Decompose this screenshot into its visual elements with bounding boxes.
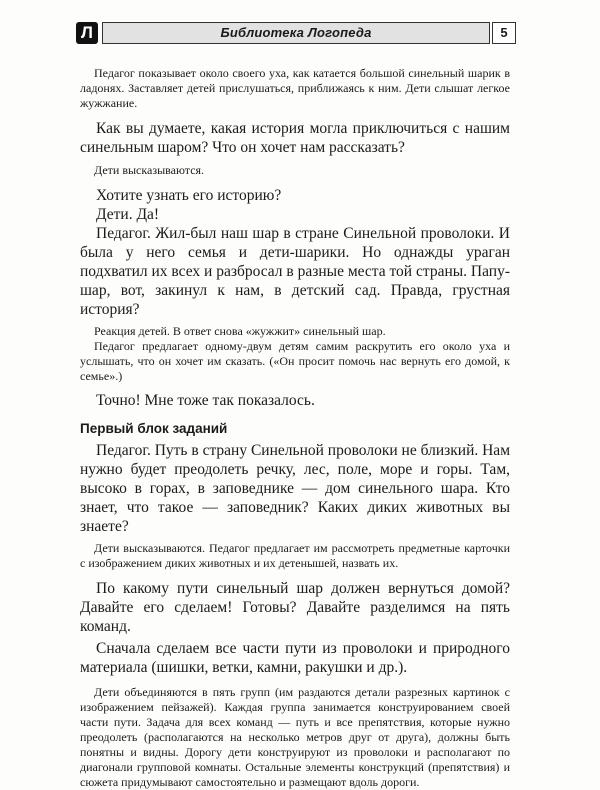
stage-direction-6: Дети объединяются в пять групп (им раздаются детали разрезных картинок с изображением пейзажей). Каждая группа занимается конструированием своей части пути. Задача для всех команд — путь и все препятствия, которые нужно преодолеть (располагаются на несколько метров друг от друга), должны быть понятны и видны. Дорогу дети конструируют из проволоки и располагают по диагонали групповой комнаты. Остальные элементы конструкций (препятствия) и сюжета придумывают самостоятельно и размещают вдоль дороги. [80,685,510,789]
section-heading: Первый блок заданий [80,421,228,436]
stage-direction-5: Дети высказываются. Педагог предлагает им рассмотреть предметные карточки с изображением диких животных и их детенышей, назвать их. [80,541,510,570]
dialogue-line-1: Хотите узнать его историю? [96,187,282,204]
page-number: 5 [492,22,516,44]
dialogue-line-2: Дети. Да! [96,206,160,223]
stage-direction-1: Педагог показывает около своего уха, как катается большой синельный шарик в ладонях. Заставляет детей прислушаться, приближаясь к ним. Дети слышат легкое жужжание. [80,66,510,110]
stage-direction-3: Реакция детей. В ответ снова «жужжит» синельный шар. [94,324,386,338]
dialogue-story: Педагог. Жил-был наш шар в стране Синельной проволоки. И была у него семья и дети-шарики. Но однажды ураган подхватил их всех и разбросал в разные места той страны. Папу-шар, вот, закинул к нам, в детский сад. Правда, грустная история? [80,225,510,318]
dialogue-instruction: Сначала сделаем все части пути из проволоки и природного материала (шишки, ветки, камни, ракушки и др.). [80,640,510,676]
library-logo: Л [76,22,98,44]
dialogue-line-3: Точно! Мне тоже так показалось. [96,392,315,409]
stage-direction-4: Педагог предлагает одному-двум детям самим раскрутить его около уха и услышать, что он хочет им сказать. («Он просит помочь нас вернуть его домой, к семье».) [80,339,510,383]
dialogue-path: Педагог. Путь в страну Синельной проволоки не близкий. Нам нужно будет преодолеть речку, лес, поле, море и горы. Там, высоко в горах, в заповеднике — дом синельного шара. Кто знает, что такое — заповедник? Каких диких животных вы знаете? [80,442,510,535]
dialogue-question-1: Как вы думаете, какая история могла приключиться с нашим синельным шаром? Что он хочет нам рассказать? [80,120,510,156]
page-content [80,66,510,790]
dialogue-question-2: По какому пути синельный шар должен вернуться домой? Давайте его сделаем! Готовы? Давайте разделимся на пять команд. [80,580,510,635]
header-title: Библиотека Логопеда [102,22,490,44]
page-header [76,22,516,46]
stage-direction-2: Дети высказываются. [94,163,205,177]
